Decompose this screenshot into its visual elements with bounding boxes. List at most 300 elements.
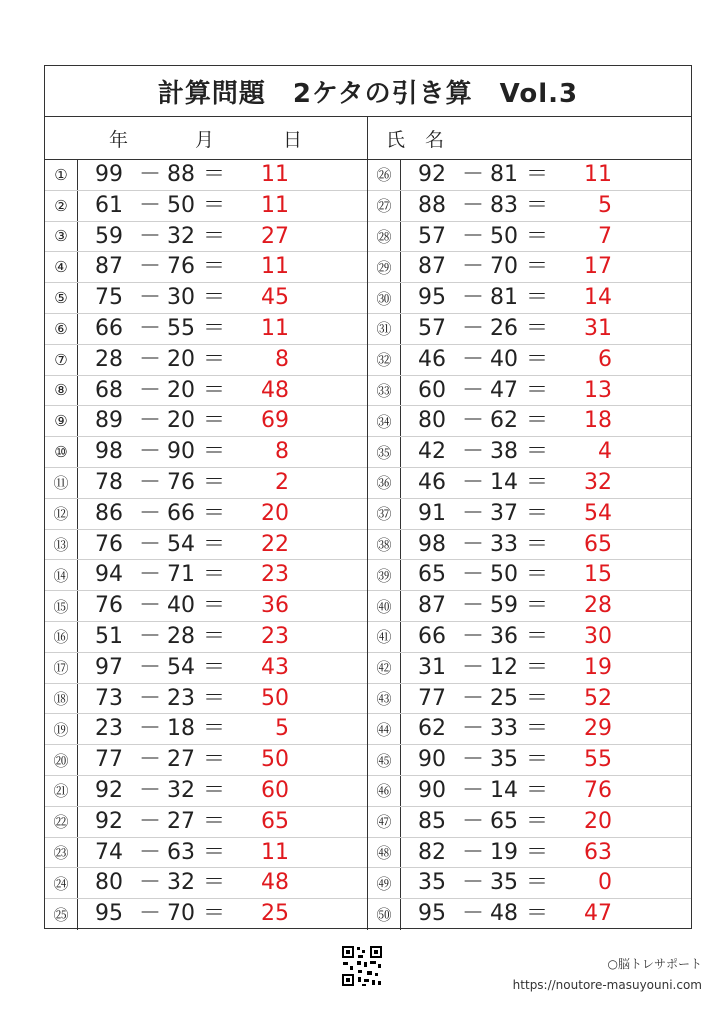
subtrahend: 50 xyxy=(167,192,195,218)
equals-sign: ＝ xyxy=(526,408,549,434)
minus-sign: － xyxy=(139,562,162,588)
subtrahend: 59 xyxy=(490,593,518,619)
minuend: 91 xyxy=(418,500,446,526)
answer: 48 xyxy=(261,870,289,896)
answer: 13 xyxy=(584,377,612,403)
minuend: 66 xyxy=(418,623,446,649)
minuend: 88 xyxy=(418,192,446,218)
answer: 17 xyxy=(584,254,612,280)
problem-number: ⑦ xyxy=(45,345,78,375)
answer: 14 xyxy=(584,285,612,311)
equals-sign: ＝ xyxy=(203,901,226,927)
problem-row xyxy=(45,376,367,407)
subtrahend: 20 xyxy=(167,346,195,372)
minuend: 73 xyxy=(95,685,123,711)
subtrahend: 30 xyxy=(167,285,195,311)
subtrahend: 27 xyxy=(167,808,195,834)
problem-number: ㊷ xyxy=(368,653,401,683)
subtrahend: 66 xyxy=(167,500,195,526)
problem-number: ㉒ xyxy=(45,807,78,837)
minus-sign: － xyxy=(462,254,485,280)
answer: 15 xyxy=(584,562,612,588)
subtrahend: 14 xyxy=(490,469,518,495)
problem-number: ㉑ xyxy=(45,776,78,806)
problem-number: ㉜ xyxy=(368,345,401,375)
problem-row xyxy=(368,406,691,437)
minus-sign: － xyxy=(462,777,485,803)
minuend: 80 xyxy=(95,870,123,896)
minuend: 86 xyxy=(95,500,123,526)
subtrahend: 50 xyxy=(490,223,518,249)
minus-sign: － xyxy=(139,162,162,187)
problem-row xyxy=(368,899,691,930)
minuend: 95 xyxy=(418,285,446,311)
subtrahend: 63 xyxy=(167,839,195,865)
answer: 65 xyxy=(261,808,289,834)
answer: 4 xyxy=(598,439,612,465)
equals-sign: ＝ xyxy=(526,901,549,927)
minuend: 35 xyxy=(418,870,446,896)
equals-sign: ＝ xyxy=(203,285,226,311)
minuend: 95 xyxy=(95,901,123,927)
subtrahend: 20 xyxy=(167,377,195,403)
problem-number: ㊻ xyxy=(368,776,401,806)
minus-sign: － xyxy=(139,839,162,865)
problem-number: ㊾ xyxy=(368,868,401,898)
problem-row xyxy=(45,345,367,376)
minus-sign: － xyxy=(462,408,485,434)
answer: 48 xyxy=(261,377,289,403)
minuend: 94 xyxy=(95,562,123,588)
answer: 36 xyxy=(261,593,289,619)
equals-sign: ＝ xyxy=(203,469,226,495)
minus-sign: － xyxy=(462,439,485,465)
equals-sign: ＝ xyxy=(526,747,549,773)
subtrahend: 90 xyxy=(167,439,195,465)
minuend: 76 xyxy=(95,531,123,557)
problem-number: ㉝ xyxy=(368,376,401,406)
equals-sign: ＝ xyxy=(203,777,226,803)
answer: 0 xyxy=(598,870,612,896)
name-field xyxy=(368,117,691,159)
minuend: 57 xyxy=(418,223,446,249)
problem-number: ⑯ xyxy=(45,622,78,652)
minus-sign: － xyxy=(462,531,485,557)
answer: 11 xyxy=(261,315,289,341)
answer: 28 xyxy=(584,593,612,619)
equals-sign: ＝ xyxy=(526,439,549,465)
minus-sign: － xyxy=(139,377,162,403)
minus-sign: － xyxy=(462,870,485,896)
answer: 25 xyxy=(261,901,289,927)
month-label: 月 xyxy=(195,128,215,151)
minuend: 31 xyxy=(418,654,446,680)
problem-row xyxy=(45,838,367,869)
minus-sign: － xyxy=(462,716,485,742)
subtrahend: 32 xyxy=(167,777,195,803)
problem-number: ㊲ xyxy=(368,499,401,529)
equals-sign: ＝ xyxy=(526,685,549,711)
problem-column-left xyxy=(45,160,368,930)
problem-row xyxy=(45,714,367,745)
minus-sign: － xyxy=(462,654,485,680)
equals-sign: ＝ xyxy=(526,808,549,834)
subtrahend: 40 xyxy=(167,593,195,619)
day-label: 日 xyxy=(283,128,303,151)
problem-row xyxy=(368,437,691,468)
equals-sign: ＝ xyxy=(203,870,226,896)
minuend: 82 xyxy=(418,839,446,865)
problem-number: ② xyxy=(45,191,78,221)
answer: 8 xyxy=(275,346,289,372)
problem-number: ㉚ xyxy=(368,283,401,313)
minuend: 77 xyxy=(418,685,446,711)
minus-sign: － xyxy=(462,562,485,588)
problem-number: ㊹ xyxy=(368,714,401,744)
problem-number: ㊿ xyxy=(368,899,401,930)
problem-number: ㊺ xyxy=(368,745,401,775)
equals-sign: ＝ xyxy=(526,192,549,218)
problem-number: ⑮ xyxy=(45,591,78,621)
problem-number: ㊼ xyxy=(368,807,401,837)
subtrahend: 83 xyxy=(490,192,518,218)
subtrahend: 37 xyxy=(490,500,518,526)
problem-number: ⑤ xyxy=(45,283,78,313)
problem-row xyxy=(368,714,691,745)
minuend: 23 xyxy=(95,716,123,742)
equals-sign: ＝ xyxy=(203,716,226,742)
equals-sign: ＝ xyxy=(203,439,226,465)
subtrahend: 33 xyxy=(490,716,518,742)
problem-row xyxy=(368,222,691,253)
answer: 7 xyxy=(598,223,612,249)
problem-number: ㊶ xyxy=(368,622,401,652)
problem-row xyxy=(368,468,691,499)
subtrahend: 62 xyxy=(490,408,518,434)
problem-row xyxy=(45,684,367,715)
answer: 22 xyxy=(261,531,289,557)
problem-row xyxy=(368,807,691,838)
minus-sign: － xyxy=(139,870,162,896)
minuend: 92 xyxy=(95,808,123,834)
minus-sign: － xyxy=(139,408,162,434)
problem-row xyxy=(368,191,691,222)
minus-sign: － xyxy=(139,685,162,711)
answer: 11 xyxy=(261,162,289,187)
answer: 27 xyxy=(261,223,289,249)
equals-sign: ＝ xyxy=(526,285,549,311)
equals-sign: ＝ xyxy=(526,531,549,557)
problem-number: ⑭ xyxy=(45,560,78,590)
answer: 5 xyxy=(598,192,612,218)
date-field xyxy=(45,117,368,159)
equals-sign: ＝ xyxy=(526,870,549,896)
subtrahend: 23 xyxy=(167,685,195,711)
problem-number: ⑫ xyxy=(45,499,78,529)
answer: 11 xyxy=(261,839,289,865)
problem-number: ㉛ xyxy=(368,314,401,344)
problem-row xyxy=(45,160,367,191)
equals-sign: ＝ xyxy=(203,654,226,680)
answer: 20 xyxy=(261,500,289,526)
minuend: 46 xyxy=(418,346,446,372)
minuend: 42 xyxy=(418,439,446,465)
worksheet-title: 計算問題 2ケタの引き算 Vol.3 xyxy=(45,66,691,117)
equals-sign: ＝ xyxy=(526,254,549,280)
minuend: 61 xyxy=(95,192,123,218)
minus-sign: － xyxy=(139,500,162,526)
problem-row xyxy=(45,499,367,530)
problem-row xyxy=(45,807,367,838)
subtrahend: 70 xyxy=(167,901,195,927)
problem-grid xyxy=(45,160,691,930)
minuend: 99 xyxy=(95,162,123,187)
subtrahend: 36 xyxy=(490,623,518,649)
problem-row xyxy=(368,776,691,807)
problem-number: ⑪ xyxy=(45,468,78,498)
problem-row xyxy=(368,283,691,314)
problem-row xyxy=(368,868,691,899)
subtrahend: 28 xyxy=(167,623,195,649)
subtrahend: 35 xyxy=(490,747,518,773)
problem-row xyxy=(368,252,691,283)
subtrahend: 12 xyxy=(490,654,518,680)
answer: 23 xyxy=(261,623,289,649)
problem-number: ㉟ xyxy=(368,437,401,467)
minus-sign: － xyxy=(462,685,485,711)
answer: 54 xyxy=(584,500,612,526)
minuend: 66 xyxy=(95,315,123,341)
subtrahend: 26 xyxy=(490,315,518,341)
problem-row xyxy=(368,622,691,653)
subtrahend: 20 xyxy=(167,408,195,434)
problem-row xyxy=(45,560,367,591)
minuend: 62 xyxy=(418,716,446,742)
minus-sign: － xyxy=(462,469,485,495)
equals-sign: ＝ xyxy=(203,192,226,218)
answer: 45 xyxy=(261,285,289,311)
answer: 6 xyxy=(598,346,612,372)
problem-number: ⑧ xyxy=(45,376,78,406)
equals-sign: ＝ xyxy=(203,223,226,249)
problem-row xyxy=(45,283,367,314)
minus-sign: － xyxy=(139,439,162,465)
subtrahend: 48 xyxy=(490,901,518,927)
equals-sign: ＝ xyxy=(526,377,549,403)
problem-number: ㊱ xyxy=(368,468,401,498)
subtrahend: 27 xyxy=(167,747,195,773)
problem-row xyxy=(368,838,691,869)
minuend: 90 xyxy=(418,747,446,773)
subtrahend: 76 xyxy=(167,469,195,495)
problem-row xyxy=(368,684,691,715)
problem-row xyxy=(45,776,367,807)
minus-sign: － xyxy=(139,531,162,557)
answer: 11 xyxy=(261,192,289,218)
equals-sign: ＝ xyxy=(203,623,226,649)
minuend: 92 xyxy=(418,162,446,187)
equals-sign: ＝ xyxy=(526,654,549,680)
problem-row xyxy=(45,745,367,776)
minuend: 75 xyxy=(95,285,123,311)
subtrahend: 71 xyxy=(167,562,195,588)
minus-sign: － xyxy=(139,901,162,927)
minuend: 28 xyxy=(95,346,123,372)
answer: 52 xyxy=(584,685,612,711)
problem-number: ㉙ xyxy=(368,252,401,282)
problem-number: ⑨ xyxy=(45,406,78,436)
equals-sign: ＝ xyxy=(203,562,226,588)
minuend: 76 xyxy=(95,593,123,619)
equals-sign: ＝ xyxy=(203,500,226,526)
equals-sign: ＝ xyxy=(203,808,226,834)
subtrahend: 19 xyxy=(490,839,518,865)
answer: 32 xyxy=(584,469,612,495)
problem-row xyxy=(368,591,691,622)
subtrahend: 32 xyxy=(167,223,195,249)
minus-sign: － xyxy=(139,315,162,341)
equals-sign: ＝ xyxy=(203,408,226,434)
problem-row xyxy=(45,530,367,561)
problem-number: ⑳ xyxy=(45,745,78,775)
minus-sign: － xyxy=(139,716,162,742)
subtrahend: 38 xyxy=(490,439,518,465)
minuend: 65 xyxy=(418,562,446,588)
problem-number: ⑩ xyxy=(45,437,78,467)
minus-sign: － xyxy=(462,223,485,249)
minus-sign: － xyxy=(139,808,162,834)
problem-number: ㉗ xyxy=(368,191,401,221)
equals-sign: ＝ xyxy=(526,593,549,619)
problem-row xyxy=(45,222,367,253)
minuend: 51 xyxy=(95,623,123,649)
minus-sign: － xyxy=(462,593,485,619)
minus-sign: － xyxy=(462,346,485,372)
header-row xyxy=(45,117,691,160)
minus-sign: － xyxy=(139,346,162,372)
equals-sign: ＝ xyxy=(526,162,549,187)
problem-row xyxy=(45,437,367,468)
equals-sign: ＝ xyxy=(203,531,226,557)
equals-sign: ＝ xyxy=(526,469,549,495)
answer: 63 xyxy=(584,839,612,865)
minus-sign: － xyxy=(462,901,485,927)
site-url[interactable]: https://noutore-masuyouni.com xyxy=(512,978,702,992)
minus-sign: － xyxy=(139,623,162,649)
equals-sign: ＝ xyxy=(526,623,549,649)
subtrahend: 54 xyxy=(167,531,195,557)
problem-row xyxy=(368,314,691,345)
answer: 20 xyxy=(584,808,612,834)
minus-sign: － xyxy=(139,469,162,495)
equals-sign: ＝ xyxy=(203,747,226,773)
minuend: 87 xyxy=(95,254,123,280)
minuend: 60 xyxy=(418,377,446,403)
minuend: 98 xyxy=(95,439,123,465)
minuend: 68 xyxy=(95,377,123,403)
problem-number: ㉞ xyxy=(368,406,401,436)
answer: 43 xyxy=(261,654,289,680)
minuend: 87 xyxy=(418,593,446,619)
subtrahend: 55 xyxy=(167,315,195,341)
problem-number: ㊽ xyxy=(368,838,401,868)
minuend: 89 xyxy=(95,408,123,434)
minus-sign: － xyxy=(139,223,162,249)
worksheet xyxy=(44,65,692,929)
answer: 30 xyxy=(584,623,612,649)
equals-sign: ＝ xyxy=(203,315,226,341)
equals-sign: ＝ xyxy=(203,162,226,187)
subtrahend: 54 xyxy=(167,654,195,680)
subtrahend: 35 xyxy=(490,870,518,896)
subtrahend: 40 xyxy=(490,346,518,372)
minus-sign: － xyxy=(462,162,485,187)
subtrahend: 18 xyxy=(167,716,195,742)
minuend: 98 xyxy=(418,531,446,557)
equals-sign: ＝ xyxy=(203,346,226,372)
answer: 60 xyxy=(261,777,289,803)
minus-sign: － xyxy=(462,839,485,865)
problem-row xyxy=(368,653,691,684)
subtrahend: 65 xyxy=(490,808,518,834)
minus-sign: － xyxy=(462,500,485,526)
minuend: 87 xyxy=(418,254,446,280)
minus-sign: － xyxy=(462,808,485,834)
equals-sign: ＝ xyxy=(526,716,549,742)
answer: 55 xyxy=(584,747,612,773)
minuend: 92 xyxy=(95,777,123,803)
subtrahend: 47 xyxy=(490,377,518,403)
qr-code-icon xyxy=(340,944,384,988)
subtrahend: 76 xyxy=(167,254,195,280)
problem-row xyxy=(368,560,691,591)
problem-row xyxy=(45,314,367,345)
minus-sign: － xyxy=(139,777,162,803)
minuend: 80 xyxy=(418,408,446,434)
problem-number: ㉖ xyxy=(368,160,401,190)
problem-row xyxy=(45,899,367,930)
problem-row xyxy=(368,345,691,376)
minus-sign: － xyxy=(462,315,485,341)
minus-sign: － xyxy=(139,254,162,280)
problem-row xyxy=(45,468,367,499)
answer: 50 xyxy=(261,685,289,711)
subtrahend: 81 xyxy=(490,162,518,187)
site-name: ○脳トレサポート xyxy=(607,957,702,971)
minuend: 57 xyxy=(418,315,446,341)
minuend: 78 xyxy=(95,469,123,495)
minuend: 85 xyxy=(418,808,446,834)
subtrahend: 14 xyxy=(490,777,518,803)
equals-sign: ＝ xyxy=(203,377,226,403)
answer: 31 xyxy=(584,315,612,341)
answer: 11 xyxy=(584,162,612,187)
problem-number: ㊳ xyxy=(368,530,401,560)
problem-number: ⑲ xyxy=(45,714,78,744)
problem-row xyxy=(368,745,691,776)
subtrahend: 81 xyxy=(490,285,518,311)
problem-row xyxy=(45,252,367,283)
answer: 19 xyxy=(584,654,612,680)
subtrahend: 32 xyxy=(167,870,195,896)
equals-sign: ＝ xyxy=(526,223,549,249)
subtrahend: 70 xyxy=(490,254,518,280)
answer: 65 xyxy=(584,531,612,557)
problem-column-right xyxy=(368,160,691,930)
minus-sign: － xyxy=(462,285,485,311)
minuend: 97 xyxy=(95,654,123,680)
problem-row xyxy=(45,653,367,684)
